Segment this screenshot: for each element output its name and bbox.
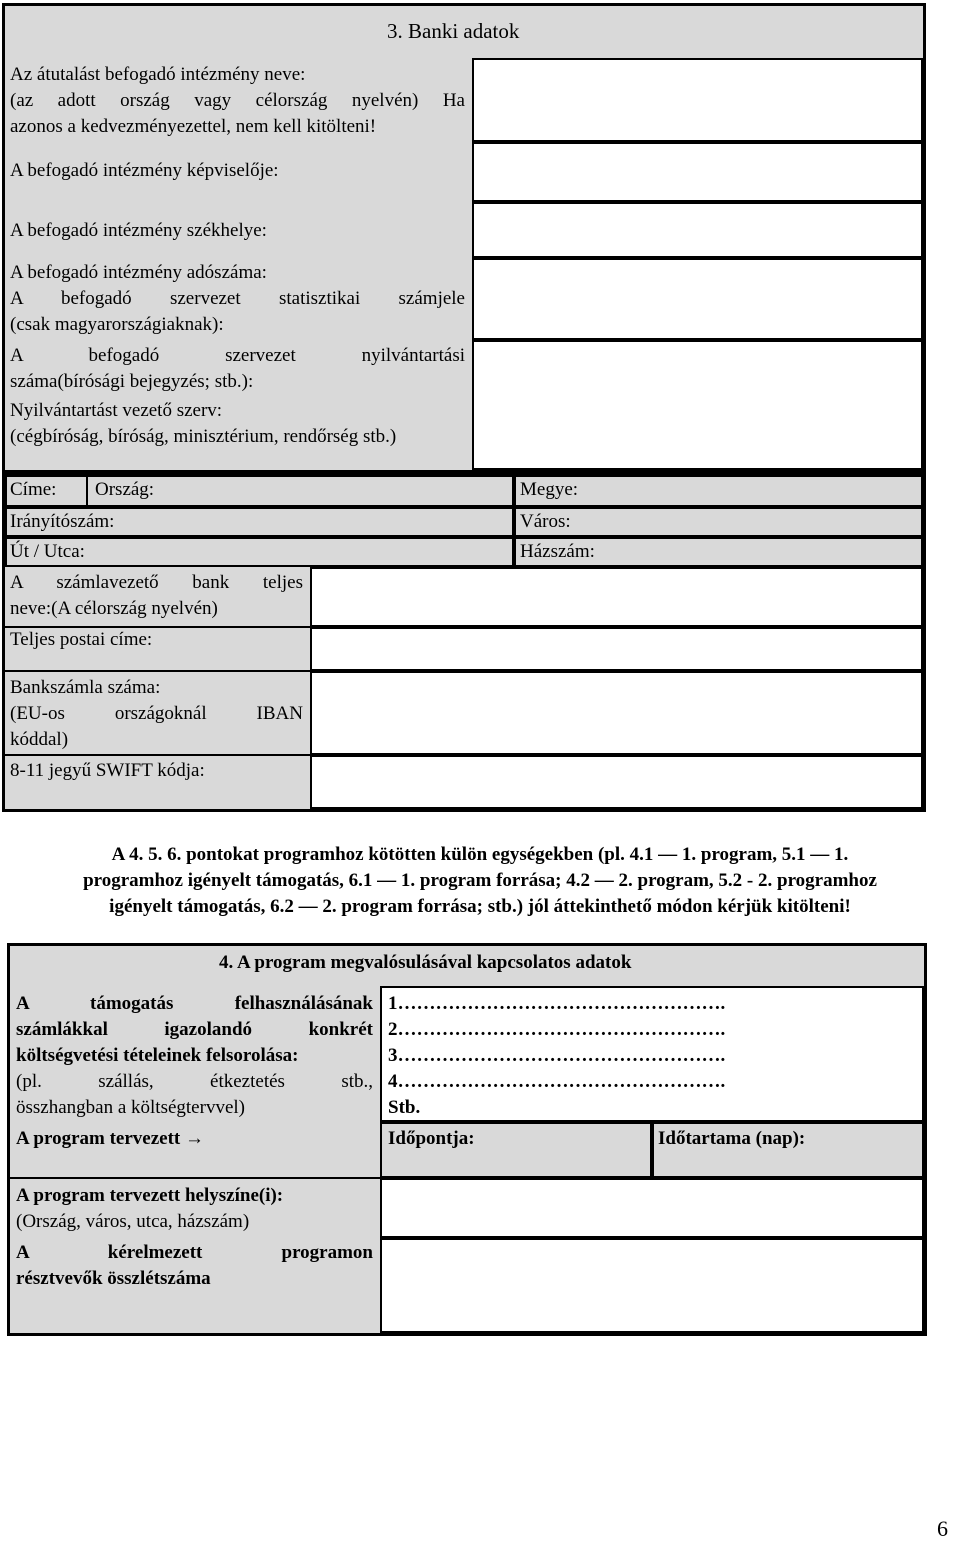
cost-item-1: 1…………………………………………….: [388, 993, 726, 1014]
duration-label: Időtartama (nap):: [658, 1128, 806, 1149]
tax-stat-field[interactable]: [472, 258, 923, 340]
institution-name-label: Az átutalást befogadó intézmény neve:: [10, 64, 306, 85]
instruction-line-1: A 4. 5. 6. pontokat programhoz kötötten külön egységekben (pl. 4.1 — 1. program, 5.1 — 1.: [111, 844, 849, 865]
registry-label: Nyilvántartást vezető szerv:: [10, 400, 223, 421]
address-cell-country[interactable]: [5, 475, 514, 507]
street-label: Út / Utca:: [10, 541, 85, 562]
location-note: (Ország, város, utca, házszám): [16, 1211, 250, 1232]
cost-items-note: (pl. szállás, étkeztetés stb.,: [16, 1071, 373, 1092]
participants-label: A kérelmezett programon: [16, 1242, 373, 1263]
cost-items-label-2: számlákkal igazolandó konkrét: [16, 1019, 373, 1040]
cost-items-label-3: költségvetési tételeinek felsorolása:: [16, 1045, 299, 1066]
location-field[interactable]: [380, 1178, 924, 1238]
representative-label: A befogadó intézmény képviselője:: [10, 160, 279, 181]
account-number-field[interactable]: [310, 671, 923, 755]
participants-field[interactable]: [380, 1238, 924, 1333]
swift-label: 8-11 jegyű SWIFT kódja:: [10, 760, 205, 781]
section3-title: 3. Banki adatok: [387, 19, 520, 43]
bank-name-label: A számlavezető bank teljes: [10, 572, 303, 593]
swift-field[interactable]: [310, 755, 923, 809]
date-label: Időpontja:: [388, 1128, 475, 1149]
stat-number-label: A befogadó szervezet statisztikai számjele: [10, 288, 465, 309]
cost-item-3: 3…………………………………………….: [388, 1045, 726, 1066]
city-cell[interactable]: [514, 507, 923, 537]
instruction-line-2: programhoz igényelt támogatás, 6.1 — 1. program forrása; 4.2 — 2. program, 5.2 - 2. programhoz: [83, 870, 877, 891]
section4-title: 4. A program megvalósulásával kapcsolatos adatok: [219, 952, 632, 973]
stat-number-note: (csak magyarországiaknak):: [10, 314, 224, 335]
seat-label: A befogadó intézmény székhelye:: [10, 220, 267, 241]
representative-field[interactable]: [472, 142, 923, 202]
seat-field[interactable]: [472, 202, 923, 258]
house-number-label: Házszám:: [520, 541, 595, 562]
registration-field[interactable]: [472, 340, 923, 470]
country-label: Ország:: [95, 479, 155, 500]
cost-item-2: 2…………………………………………….: [388, 1019, 726, 1040]
registry-note: (cégbíróság, bíróság, minisztérium, rendőrség stb.): [10, 426, 397, 447]
postcode-label: Irányítószám:: [10, 511, 115, 532]
institution-name-note: (az adott ország vagy célország nyelvén) Ha: [10, 90, 465, 111]
cost-items-label: A támogatás felhasználásának: [16, 993, 373, 1014]
city-label: Város:: [520, 511, 571, 532]
county-label: Megye:: [520, 479, 579, 500]
address-divider: [86, 475, 88, 507]
instruction-line-3: igényelt támogatás, 6.2 — 2. program forrása; stb.) jól áttekinthető módon kérjük kitölteni!: [109, 896, 851, 917]
section4-row-divider: [10, 1177, 380, 1179]
tax-number-label: A befogadó intézmény adószáma:: [10, 262, 267, 283]
bank-row-divider-3: [5, 754, 310, 756]
account-number-label: Bankszámla száma:: [10, 677, 161, 698]
planned-label: A program tervezett →: [16, 1128, 204, 1149]
location-label: A program tervezett helyszíne(i):: [16, 1185, 284, 1206]
participants-label-2: résztvevők összlétszáma: [16, 1268, 211, 1289]
bank-row-divider-2: [5, 670, 310, 672]
postal-address-field[interactable]: [310, 627, 923, 671]
account-number-note-2: kóddal): [10, 729, 69, 750]
account-number-note: (EU-os országoknál IBAN: [10, 703, 303, 724]
bank-name-note: neve:(A célország nyelvén): [10, 598, 218, 619]
institution-name-field[interactable]: [472, 58, 923, 142]
cost-items-note-2: összhangban a költségtervvel): [16, 1097, 245, 1118]
registration-note: száma(bírósági bejegyzés; stb.):: [10, 371, 254, 392]
postal-address-label: Teljes postai címe:: [10, 629, 153, 650]
cost-item-etc: Stb.: [388, 1097, 421, 1118]
bank-name-field[interactable]: [310, 567, 923, 627]
address-label: Címe:: [10, 479, 57, 500]
registration-label: A befogadó szervezet nyilvántartási: [10, 345, 465, 366]
page-number: 6: [937, 1516, 948, 1541]
cost-item-4: 4…………………………………………….: [388, 1071, 726, 1092]
institution-name-note-2: azonos a kedvezményezettel, nem kell kitölteni!: [10, 116, 377, 137]
